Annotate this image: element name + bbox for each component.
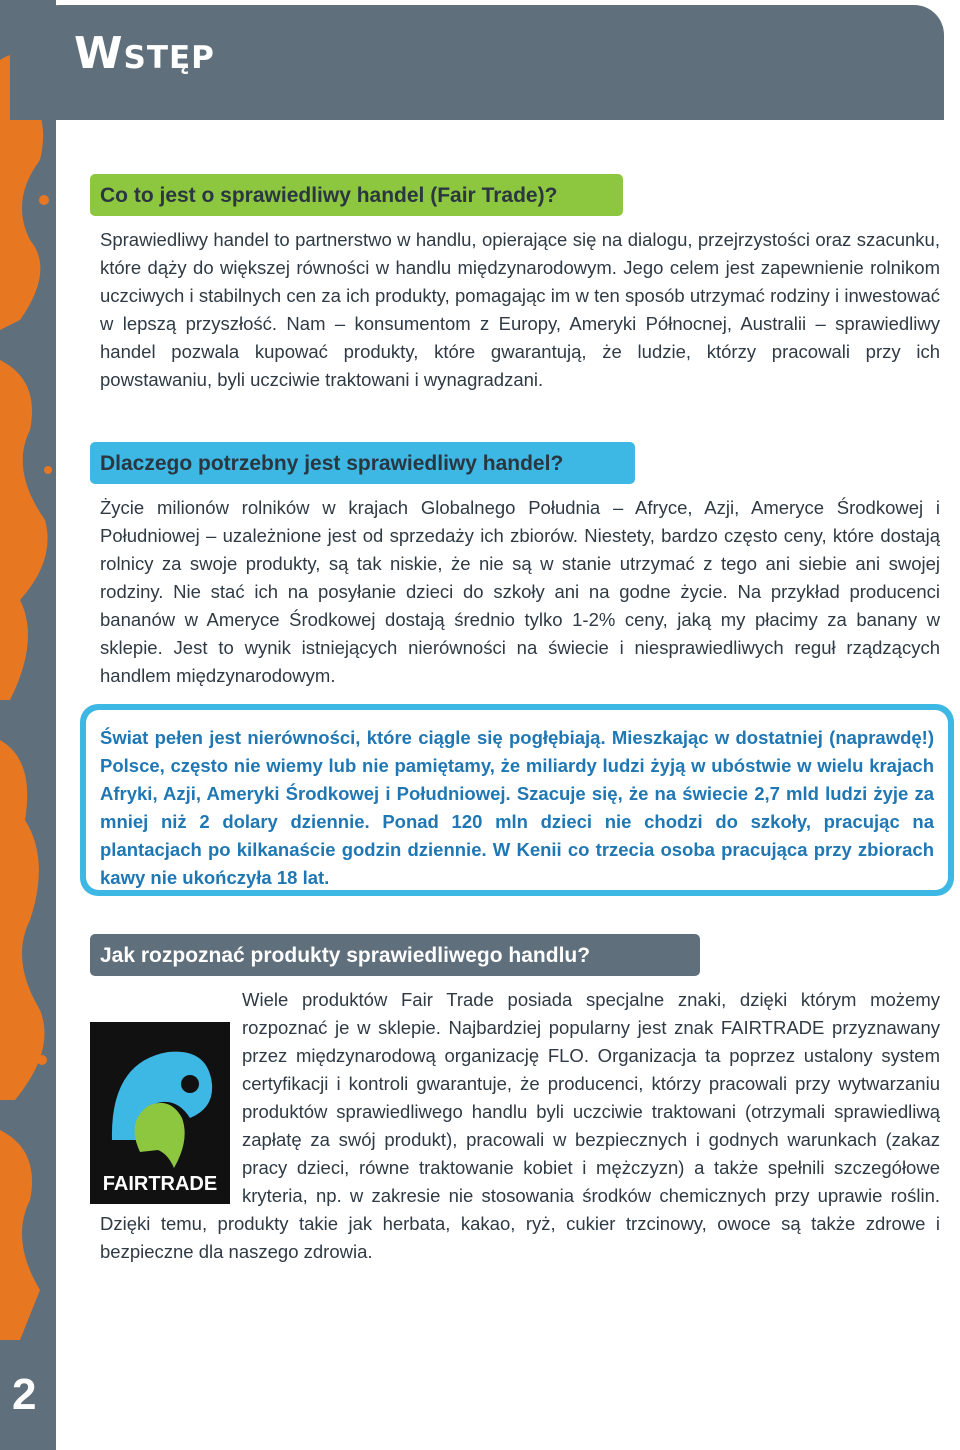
page-title: Wstęp [74, 28, 215, 79]
fairtrade-mark-icon [90, 1022, 230, 1204]
section-body-how-to-recognize: Wiele produktów Fair Trade posiada specjalne znaki, dzięki którym możemy rozpoznać je w sklepie. Najbardziej popularny jest znak FAIRTRADE przyznawany przez międzynarodową organizację FLO. Organizacja ta poprzez ustalony system certyfikacji i kontroli gwarantuje, że producenci, którzy pracowali przy wytwarzaniu produktów sprawiedliwego handlu byli uczciwie traktowani (otrzymali sprawiedliwą zapłatę za swój produkt), pracowali w bezpiecznych i godnych warunkach (zakaz pracy dzieci, równe traktowanie kobiet i mężczyzn) a także spełnili szczegółowe kryteria, np. w zakresie nie stosowania środków chemicznych przy uprawie roślin. Dzięki temu, produkty takie jak herbata, kakao, ryż, cukier trzcinowy, owoce są także zdrowe i bezpieczne dla naszego zdrowia. [100, 989, 940, 1262]
fairtrade-logo [90, 1022, 230, 1204]
section-body-why-needed: Życie milionów rolników w krajach Globalnego Południa – Afryce, Azji, Ameryce Środkowej i Południowej – uzależnione jest od sprzedaży ich zbiorów. Niestety, bardzo często ceny, które dostają rolnicy za swoje produkty, są tak niskie, że nie są w stanie utrzymać z tego ani siebie ani swojej rodziny. Nie stać ich na posyłanie dzieci do szkoły ani na godne życie. Na przykład producenci bananów w Ameryce Środkowej dostają średnio tylko 1-2% ceny, jaką my płacimy za banany w sklepie. Jest to wynik istniejących nierówności na świecie i niesprawiedliwych reguł rządzących handlem międzynarodowym. [100, 497, 940, 686]
decorative-side-strip [0, 0, 56, 1450]
highlight-callout-inner [86, 710, 948, 890]
section-heading-what-is-fair-trade: Co to jest o sprawiedliwy handel (Fair Trade)? [90, 174, 623, 216]
section-body-what-is-fair-trade: Sprawiedliwy handel to partnerstwo w handlu, opierające się na dialogu, przejrzystości oraz szacunku, które dąży do większej równości w handlu międzynarodowym. Jego celem jest zapewnienie rolnikom uczciwych i stabilnych cen za ich produkty, pomagając im w ten sposób utrzymać rodziny i inwestować w lepszą przyszłość. Nam – konsumentom z Europy, Ameryki Północnej, Australii – sprawiedliwy handel pozwala kupować produkty, które gwarantują, że ludzie, którzy pracowali przy ich powstawaniu, byli uczciwie traktowani i wynagradzani. [100, 229, 940, 390]
section-heading-how-to-recognize: Jak rozpoznać produkty sprawiedliwego handlu? [90, 934, 700, 976]
section-body-how-to-recognize-wrapper [100, 986, 940, 1266]
fairtrade-logo-text: FAIRTRADE [102, 1173, 218, 1195]
section-heading-why-needed: Dlaczego potrzebny jest sprawiedliwy handel? [90, 442, 635, 484]
highlight-callout [80, 704, 954, 896]
orange-splash-decoration [0, 0, 56, 1450]
highlight-callout-text: Świat pełen jest nierówności, które ciągle się pogłębiają. Mieszkając w dostatniej (naprawdę!) Polsce, często nie wiemy lub nie pamiętamy, że miliardy ludzi żyją w ubóstwie w wielu krajach Afryki, Azji, Ameryki Środkowej i Południowej. Szacuje się, że na świecie 2,7 mld ludzi żyje za mniej niż 2 dolary dziennie. Ponad 120 mln dzieci nie chodzi do szkoły, pracując na plantacjach po kilkanaście godzin dziennie. W Kenii co trzecia osoba pracująca przy zbiorach kawy nie ukończyła 18 lat. [100, 727, 934, 888]
page-number: 2 [12, 1370, 37, 1419]
